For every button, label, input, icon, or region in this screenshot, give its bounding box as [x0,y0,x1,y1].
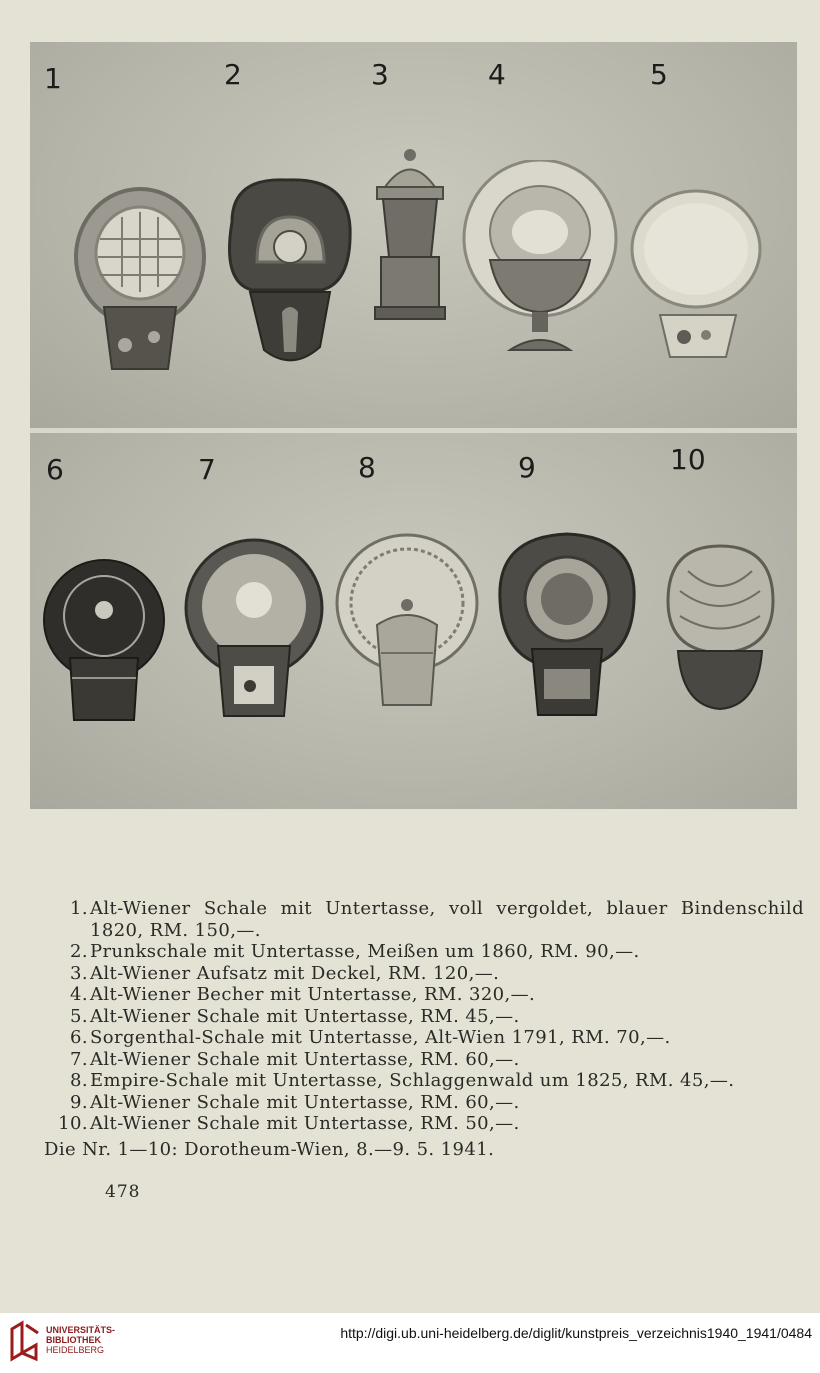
caption-text: Alt-Wiener Becher mit Untertasse, RM. 320,—. [90,984,536,1005]
caption-row [44,984,804,1006]
item-number-9: 9 [518,451,536,484]
porcelain-item-5-image [626,187,766,367]
item-number-7: 7 [198,453,216,486]
porcelain-item-2-image [212,172,362,372]
photo-plate-top [30,42,797,428]
item-number-5: 5 [650,58,668,91]
porcelain-item-7-image [182,538,327,723]
porcelain-item-10-image [658,541,783,716]
caption-text: Prunkschale mit Untertasse, Meißen um 1860, RM. 90,—. [90,941,640,962]
page-number: 478 [105,1182,141,1202]
caption-number: 10. [58,1113,88,1134]
caption-number: 7. [70,1048,88,1070]
caption-text: Alt-Wiener Schale mit Untertasse, RM. 60,—. [90,1091,520,1113]
permalink-url[interactable]: http://digi.ub.uni-heidelberg.de/diglit/kunstpreis_verzeichnis1940_1941/0484 [340,1325,812,1341]
university-library-logo-icon [8,1319,42,1363]
caption-row [44,963,804,985]
caption-number: 8. [70,1070,88,1091]
photo-plate-bottom [30,433,797,809]
library-name [46,1325,115,1355]
library-line-3: HEIDELBERG [46,1345,105,1355]
caption-list [44,898,804,1135]
porcelain-item-8-image [333,533,481,718]
caption-text: Alt-Wiener Schale mit Untertasse, RM. 60,—. [90,1048,520,1070]
caption-text: Alt-Wiener Schale mit Untertasse, RM. 50,—. [90,1113,520,1134]
caption-row [44,1027,804,1049]
footer-bar [0,1313,820,1373]
caption-number: 2. [70,941,88,962]
library-line-2: BIBLIOTHEK [46,1335,101,1345]
item-number-10: 10 [670,443,706,476]
caption-number: 3. [70,962,88,984]
caption-text: Alt-Wiener Schale mit Untertasse, voll vergoldet, blauer Bindenschild 1820, RM. 150,—. [90,898,804,941]
caption-row [44,898,804,941]
caption-row [44,1006,804,1028]
caption-number: 5. [70,1005,88,1027]
caption-number: 9. [70,1091,88,1113]
porcelain-item-9-image [492,529,642,724]
library-line-1: UNIVERSITÄTS- [46,1325,116,1335]
caption-number: 4. [70,984,88,1005]
caption-text: Alt-Wiener Schale mit Untertasse, RM. 45,—. [90,1005,520,1027]
item-number-8: 8 [358,451,376,484]
item-number-4: 4 [488,58,506,91]
porcelain-item-1-image [70,187,210,372]
caption-number: 6. [70,1027,88,1048]
porcelain-item-3-image [365,147,455,327]
item-number-2: 2 [224,58,242,91]
caption-number: 1. [70,898,88,919]
caption-row [44,1070,804,1092]
caption-row [44,1092,804,1114]
caption-row [44,1049,804,1071]
porcelain-item-4-image [460,160,620,370]
caption-row [44,1113,804,1135]
source-line: Die Nr. 1—10: Dorotheum-Wien, 8.—9. 5. 1941. [44,1139,495,1160]
caption-text: Alt-Wiener Aufsatz mit Deckel, RM. 120,—. [90,962,500,984]
porcelain-item-6-image [42,558,167,728]
item-number-1: 1 [44,62,62,95]
caption-text: Empire-Schale mit Untertasse, Schlaggenwald um 1825, RM. 45,—. [90,1070,735,1091]
caption-row [44,941,804,963]
item-number-3: 3 [371,58,389,91]
caption-text: Sorgenthal-Schale mit Untertasse, Alt-Wien 1791, RM. 70,—. [90,1027,671,1048]
item-number-6: 6 [46,453,64,486]
